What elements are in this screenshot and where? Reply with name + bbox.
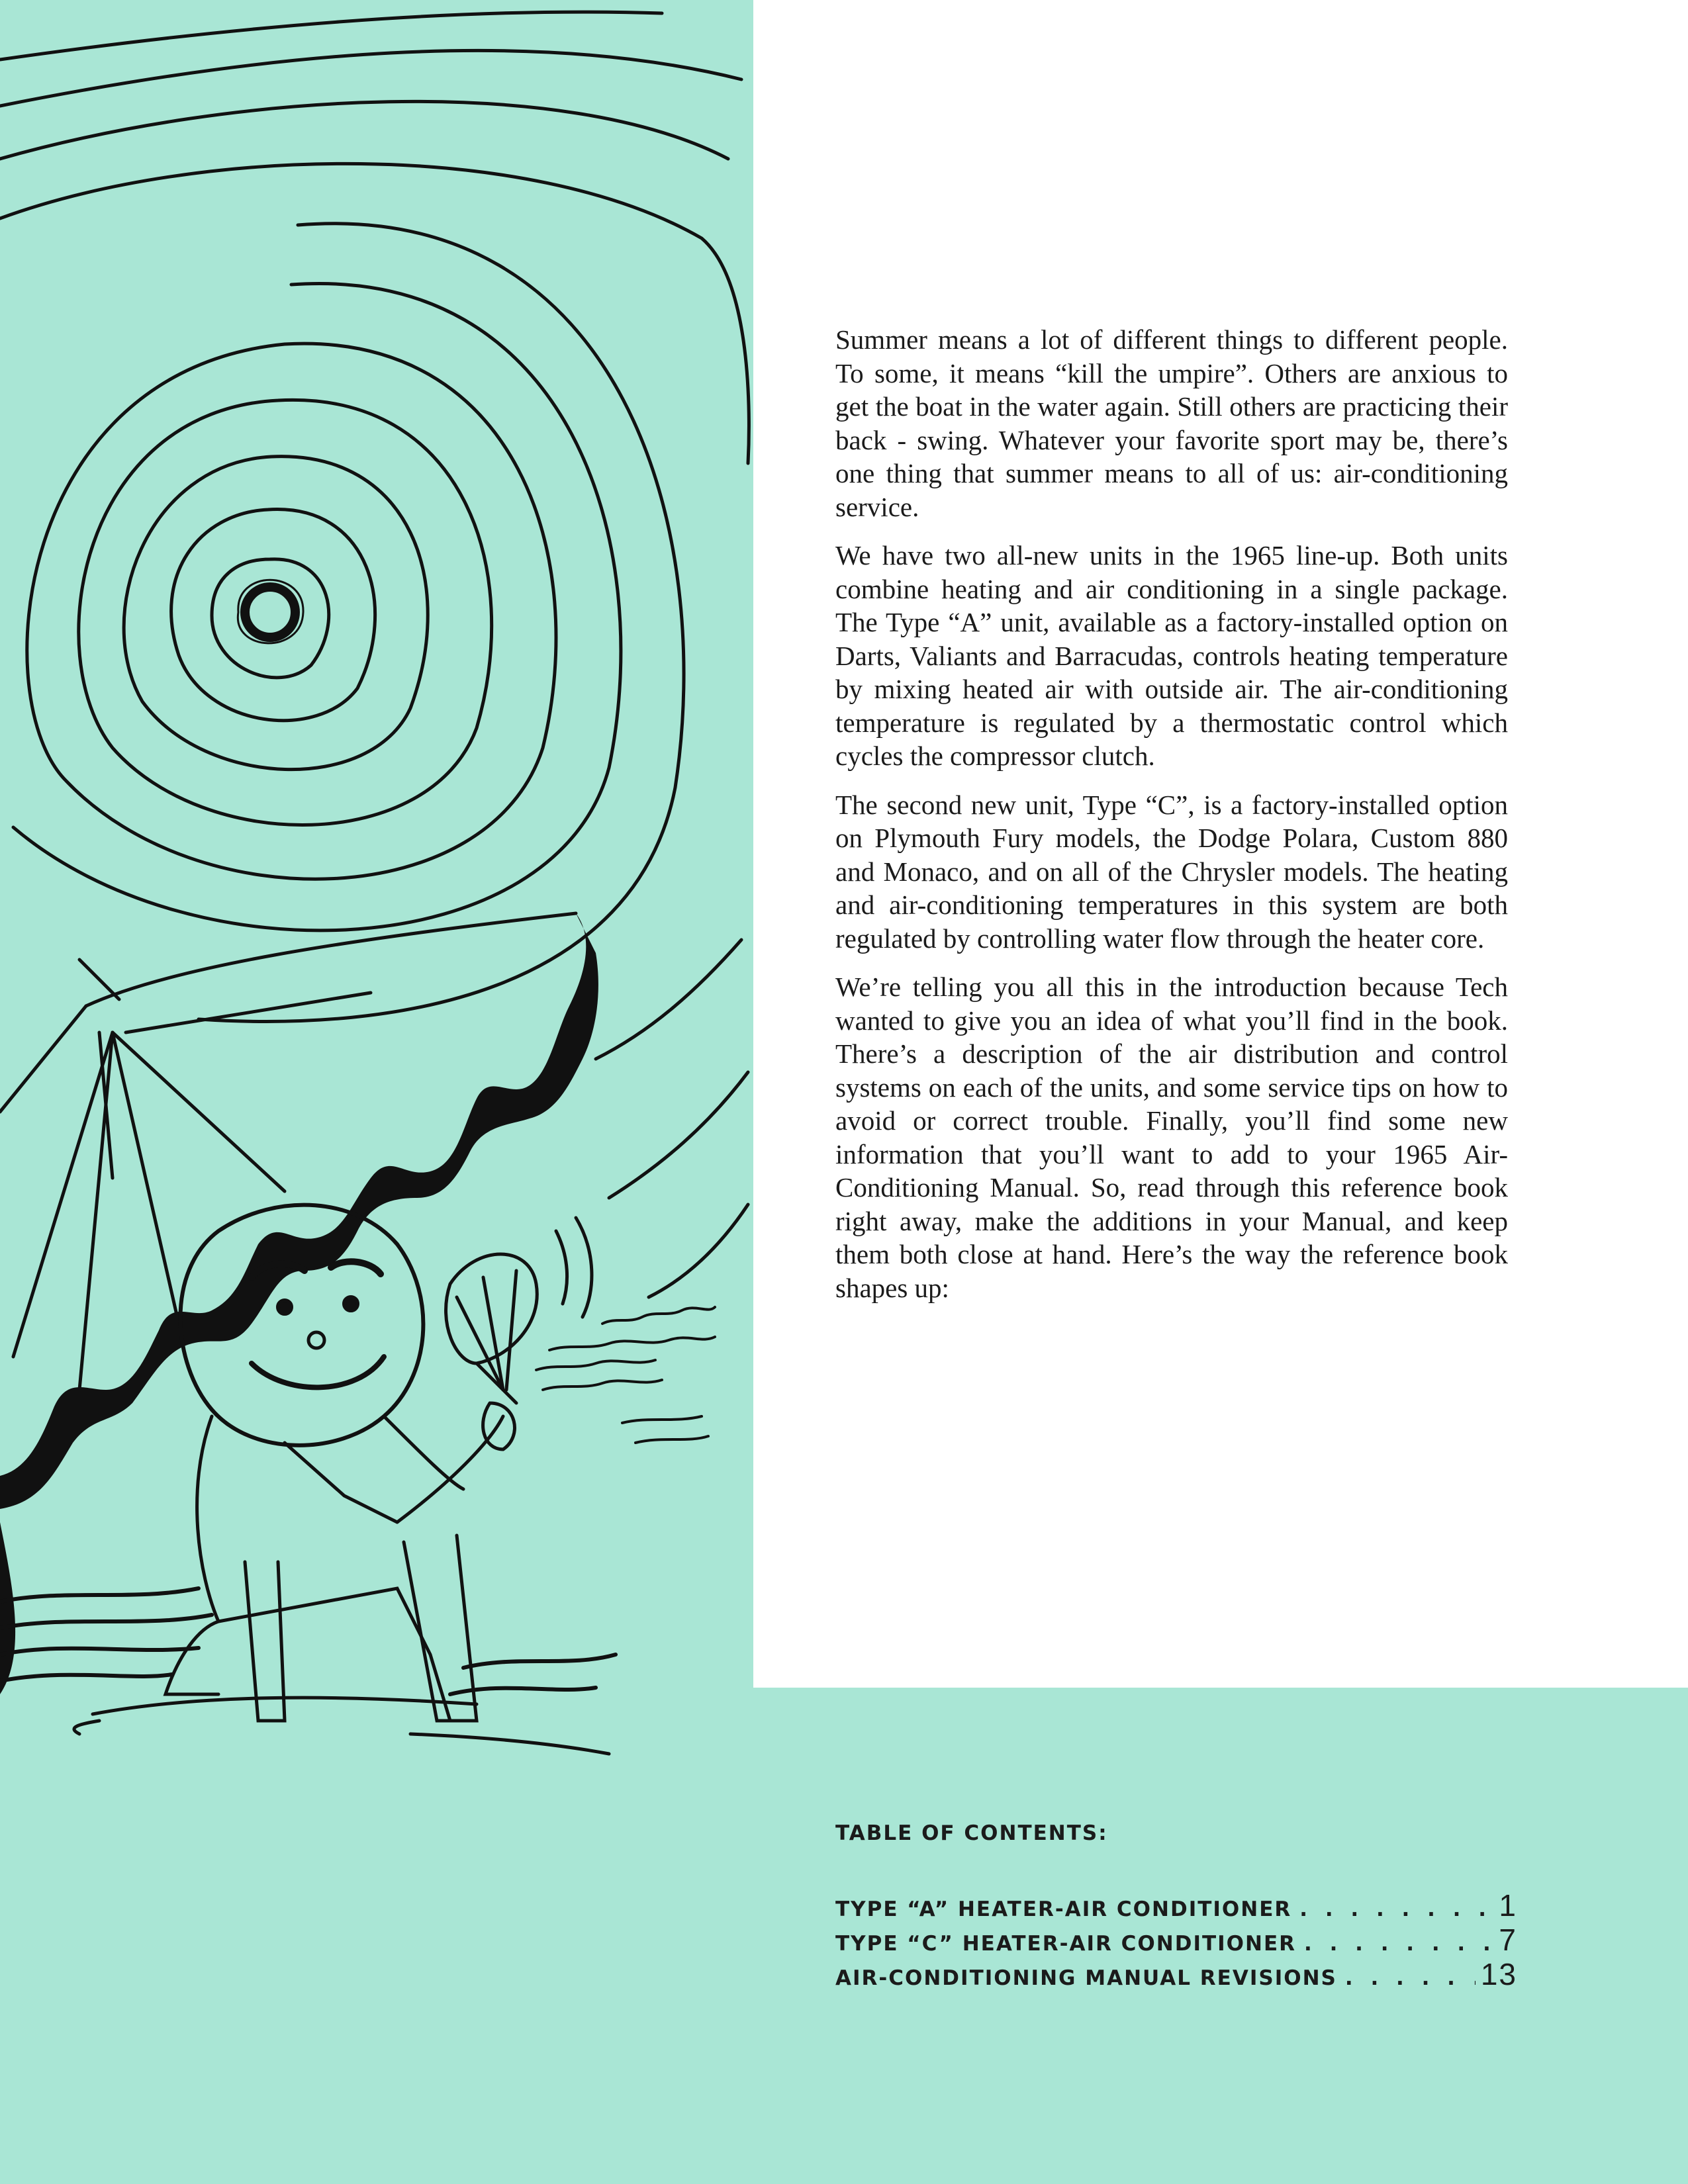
- fan: [446, 1218, 592, 1403]
- table-of-contents: [835, 1821, 1517, 1991]
- sun-icon: [238, 580, 303, 643]
- beach-illustration: [0, 0, 755, 1787]
- toc-entry-label: TYPE “A” HEATER-AIR CONDITIONER: [835, 1897, 1292, 1921]
- toc-entry-page: 13: [1480, 1957, 1517, 1991]
- toc-title: TABLE OF CONTENTS:: [835, 1821, 1108, 1845]
- character-body: [165, 1403, 514, 1721]
- sun-rings: [0, 12, 749, 1297]
- waves: [536, 1307, 715, 1443]
- toc-entry[interactable]: [835, 1888, 1517, 1922]
- toc-entry[interactable]: [835, 1956, 1517, 1991]
- toc-entry-label: AIR-CONDITIONING MANUAL REVISIONS: [835, 1966, 1337, 1990]
- intro-paragraph-1: Summer means a lot of different things to different people. To some, it means “kill the umpire”. Others are anxious to get the boat in the water again. Still others are practicing their back - swing. Whatever your favorite sport may be, there’s one thing that summer means to all of us: air-conditioning service.: [835, 324, 1508, 522]
- toc-entry-page: 7: [1499, 1923, 1517, 1957]
- introduction-text: [835, 323, 1508, 1320]
- toc-leader: [1296, 1932, 1493, 1956]
- intro-paragraph-3: The second new unit, Type “C”, is a factory-installed option on Plymouth Fury models, the Dodge Polara, Custom 880 and Monaco, and on all of the Chrysler models. The heating and air-conditioning temperatures in this system are both regulated by controlling water flow through the heater core.: [835, 789, 1508, 954]
- toc-entry[interactable]: [835, 1922, 1517, 1956]
- toc-entry-label: TYPE “C” HEATER-AIR CONDITIONER: [835, 1932, 1297, 1956]
- ground-lines: [74, 1698, 609, 1754]
- toc-leader: [1337, 1966, 1476, 1990]
- intro-paragraph-2: We have two all-new units in the 1965 line-up. Both units combine heating and air conditioning in a single package. The Type “A” unit, available as a factory-installed option on Darts, Valiants and Barracudas, controls heating temperature by mixing heated air with outside air. The air-conditioning temperature is regulated by a thermostatic control which cycles the compressor clutch.: [835, 540, 1508, 771]
- intro-paragraph-4: We’re telling you all this in the introduction because Tech wanted to give you an idea of what you’ll find in the book. There’s a description of the air distribution and control systems on each of the units, and some service tips on how to avoid or correct trouble. Finally, you’ll find some new information that you’ll want to add to your 1965 Air-Conditioning Manual. So, read through this reference book right away, make the additions in your Manual, and keep them both close at hand. Here’s the way the reference book shapes up:: [835, 972, 1508, 1303]
- toc-entry-page: 1: [1499, 1888, 1517, 1923]
- toc-leader: [1291, 1897, 1493, 1921]
